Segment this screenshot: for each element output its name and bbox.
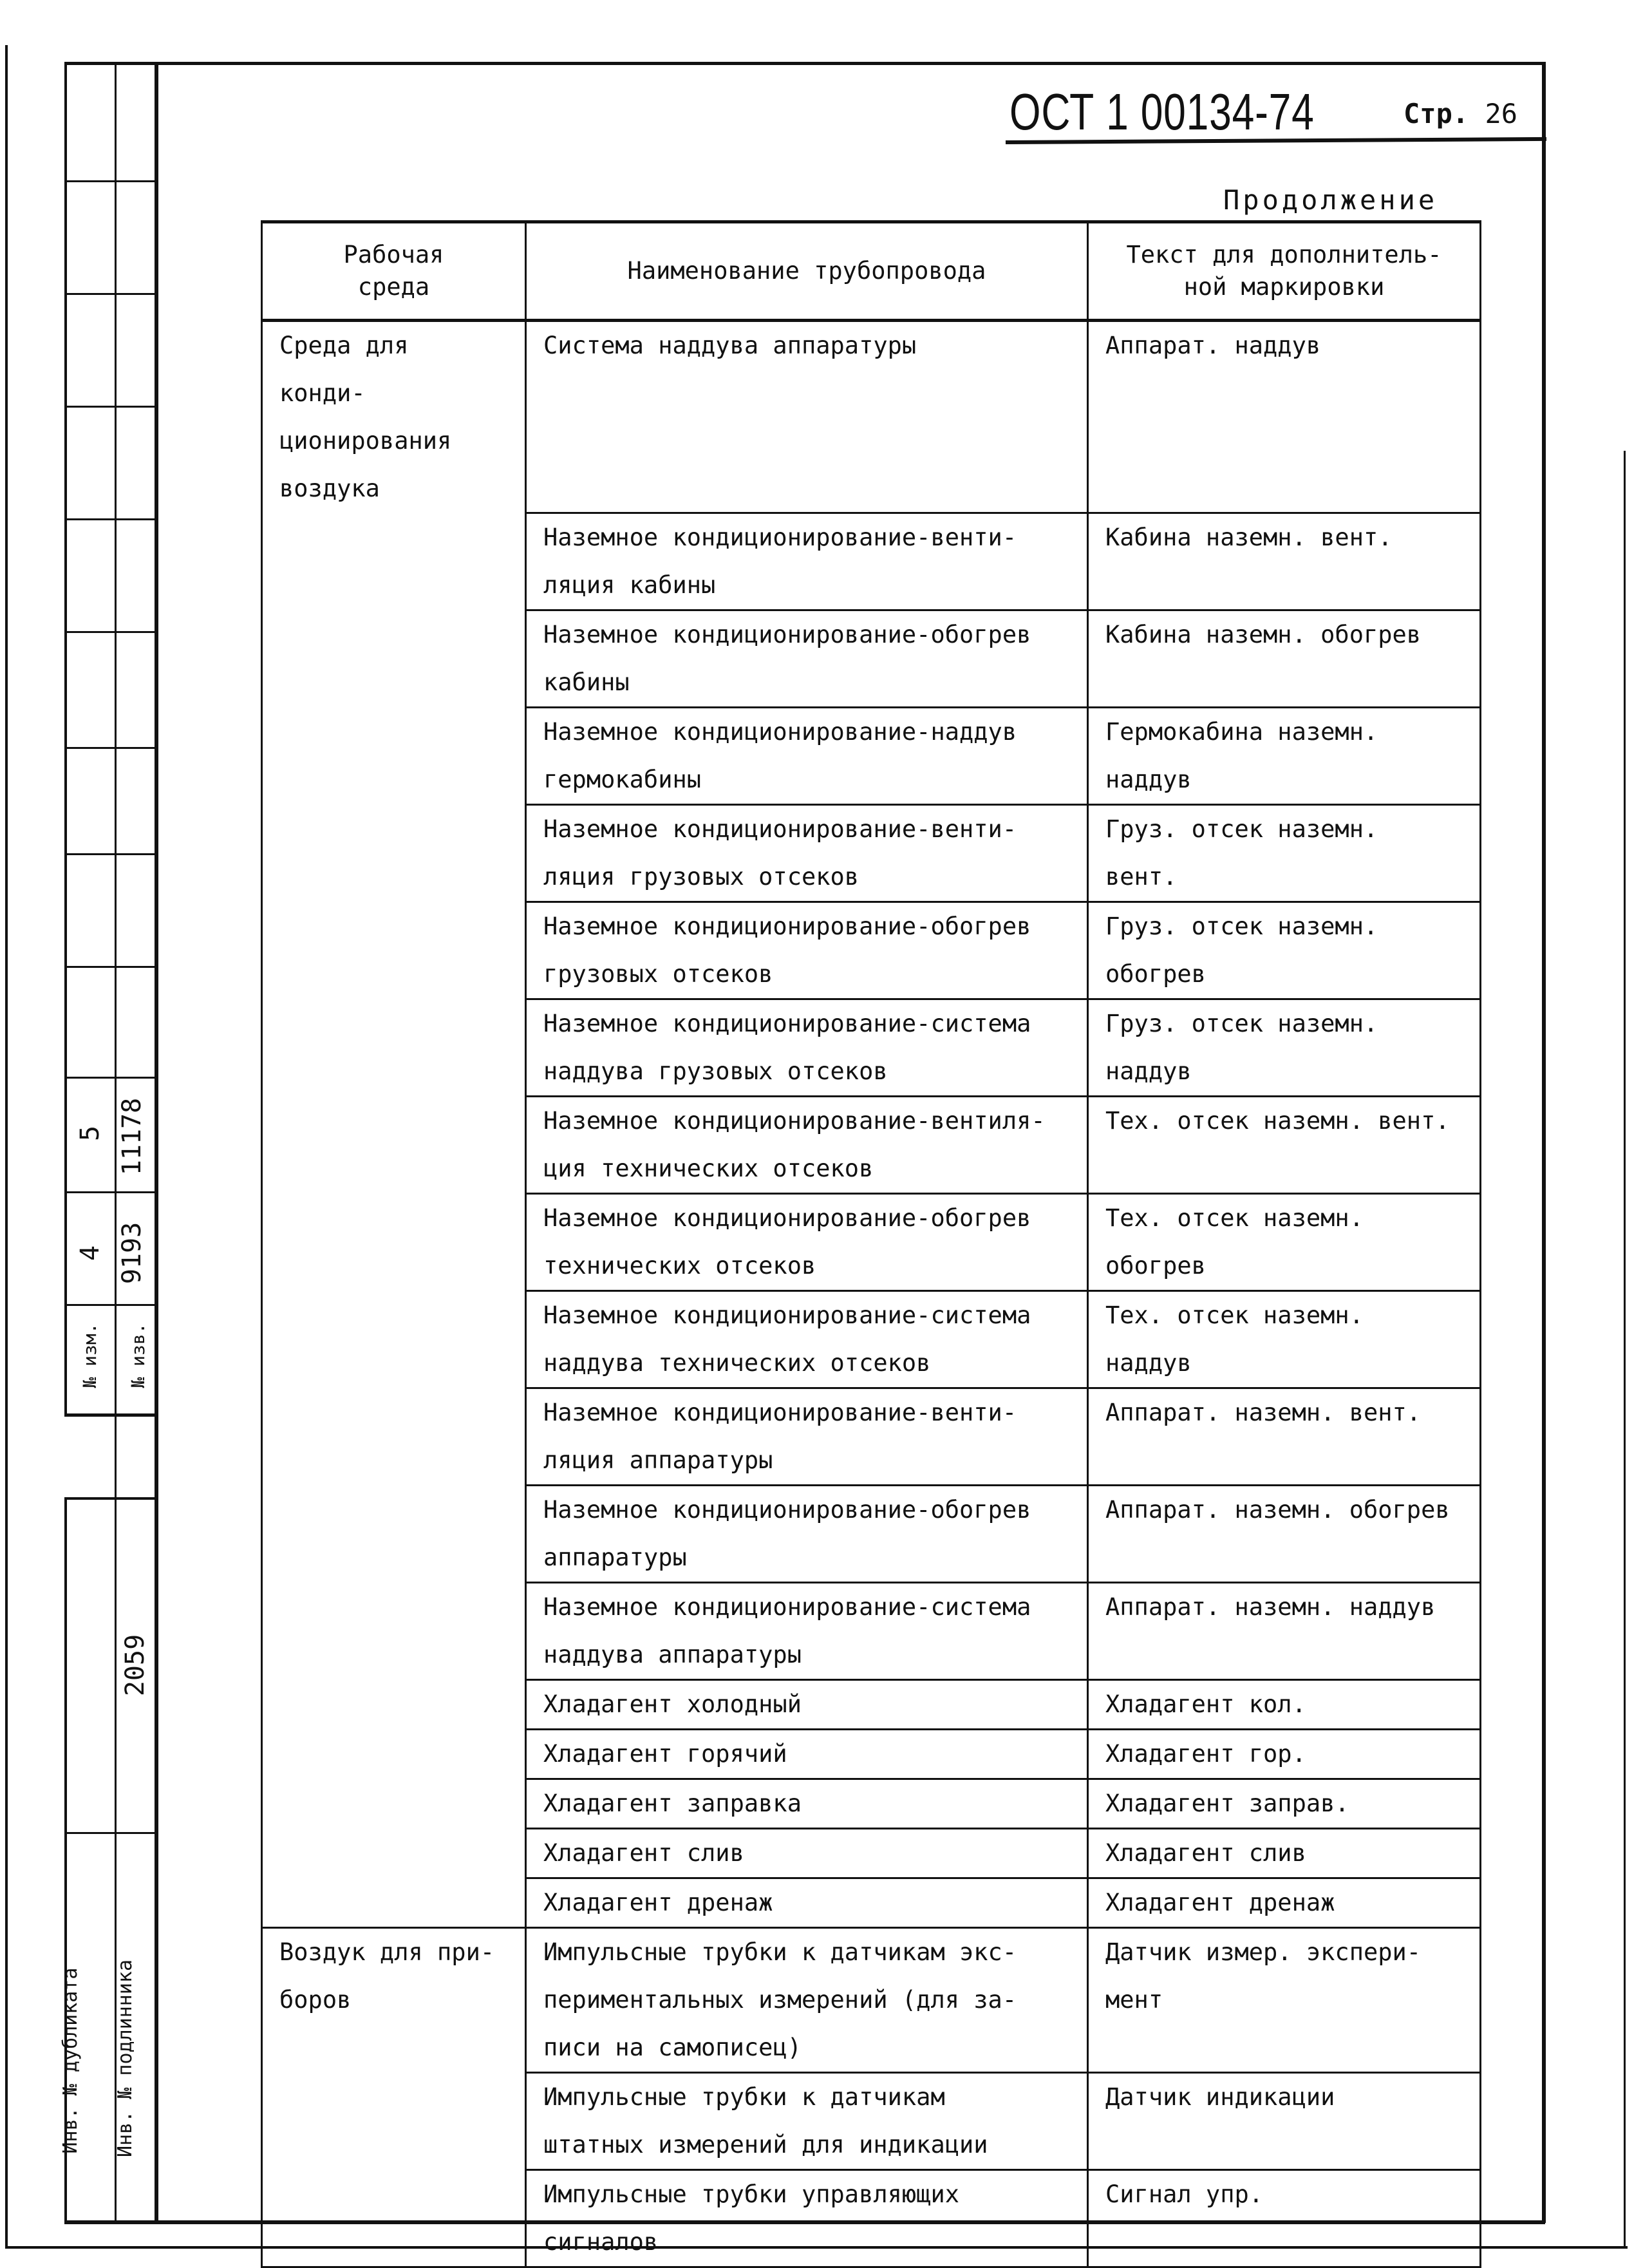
table-row [262,1779,1481,1828]
pipeline-name-line: Наземное кондиционирование-венти- [543,1398,1017,1426]
marking-text-cell [1088,1096,1481,1193]
pipeline-name-line: грузовых отсеков [543,959,773,988]
marking-text-cell [1088,2169,1481,2267]
pipeline-name-cell [526,1779,1088,1828]
marking-text-cell [1088,610,1481,707]
pipeline-name-cell [526,902,1088,999]
pipeline-name-cell [526,1878,1088,1927]
stamp-h2 [64,293,156,295]
izv-label: № изв. [127,1323,149,1388]
pipeline-name-cell [526,2169,1088,2267]
medium-cell-continuation [262,1679,526,1729]
frame-left-edge [5,45,8,2247]
marking-text-cell [1088,1828,1481,1878]
pipeline-name-cell [526,1927,1088,2072]
pipeline-name-line: штатных измерений для индикации [543,2130,988,2159]
marking-text-cell [1088,1878,1481,1927]
pipeline-name-line: ляция грузовых отсеков [543,862,859,891]
table-row [262,804,1481,902]
header-pipeline-name: Наименование трубопровода [526,222,1088,321]
table-row [262,1193,1481,1290]
pipeline-name-cell [526,1828,1088,1878]
table-row [262,1927,1481,2072]
pipeline-name-line: Хладагент холодный [543,1690,802,1718]
marking-text-line: Хладагент слив [1105,1838,1306,1867]
pipeline-name-cell [526,1290,1088,1388]
table-row [262,2169,1481,2267]
pipeline-name-line: Импульсные трубки к датчикам экс- [543,1938,1017,1966]
marking-text-line: наддув [1105,1348,1192,1377]
pipeline-name-line: Наземное кондиционирование-венти- [543,523,1017,551]
medium-cell-continuation [262,804,526,902]
marking-text-cell [1088,1290,1481,1388]
inner-frame-right [1542,62,1546,2223]
medium-cell [262,1927,526,2072]
marking-text-line: Аппарат. наземн. наддув [1105,1592,1436,1621]
medium-line: Среда для конди- [279,332,409,407]
stamp-h8 [64,966,156,968]
marking-text-cell [1088,1729,1481,1779]
pipeline-name-line: Наземное кондиционирование-наддув [543,717,1017,746]
medium-cell-continuation [262,513,526,610]
marking-text-cell [1088,1582,1481,1679]
pipeline-name-line: сигналов [543,2227,659,2256]
marking-text-cell [1088,902,1481,999]
medium-cell-continuation [262,999,526,1096]
marking-text-line: Аппарат. наземн. вент. [1105,1398,1422,1426]
marking-text-cell [1088,513,1481,610]
marking-text-line: Тех. отсек наземн. вент. [1105,1106,1450,1135]
marking-text-line: Кабина наземн. вент. [1105,523,1393,551]
marking-text-line: Тех. отсек наземн. [1105,1301,1364,1329]
pipeline-name-line: технических отсеков [543,1251,816,1280]
marking-text-line: обогрев [1105,959,1206,988]
marking-text-line: Кабина наземн. обогрев [1105,620,1422,648]
pipeline-name-cell [526,2072,1088,2169]
pipeline-name-cell [526,1582,1088,1679]
pipeline-name-cell [526,804,1088,902]
stamp-h1 [64,180,156,182]
pipeline-name-line: Наземное кондиционирование-система [543,1592,1031,1621]
stamp-outer-left [64,62,67,1414]
pipeline-name-line: ляция кабины [543,571,716,599]
pipeline-name-cell [526,1193,1088,1290]
pipeline-name-cell [526,513,1088,610]
pipeline-name-cell [526,707,1088,804]
pipeline-name-line: Наземное кондиционирование-обогрев [543,1495,1031,1524]
izm-value-4: 4 [75,1245,105,1262]
marking-text-cell [1088,1927,1481,2072]
pipeline-name-line: наддува технических отсеков [543,1348,931,1377]
stamp-h13 [64,1497,156,1500]
marking-text-line: Аппарат. наддув [1105,332,1321,359]
pipeline-name-line: Импульсные трубки управляющих [543,2180,960,2208]
inv-duplicate-label: Инв. № дубликата [59,1967,82,2154]
stamp-h14 [64,1832,156,1834]
pipeline-name-line: Наземное кондиционирование-обогрев [543,1204,1031,1232]
medium-cell-continuation [262,707,526,804]
pipeline-name-line: Наземное кондиционирование-обогрев [543,620,1031,648]
table-row [262,1485,1481,1582]
medium-cell-continuation [262,1096,526,1193]
medium-cell-continuation [262,1878,526,1927]
marking-text-cell [1088,1388,1481,1485]
marking-text-cell [1088,2072,1481,2169]
table-row [262,1828,1481,1878]
izm-value-5: 5 [75,1125,105,1142]
izv-value-9193: 9193 [117,1222,147,1285]
marking-text-line: Хладагент заправ. [1105,1789,1349,1817]
table-row [262,999,1481,1096]
marking-text-line: мент [1105,1985,1163,2014]
medium-cell-continuation [262,1290,526,1388]
stamp-h7 [64,853,156,855]
pipeline-name-cell [526,1729,1088,1779]
medium-cell-continuation [262,1729,526,1779]
page-label: Стр. [1404,98,1469,129]
pipeline-name-line: Хладагент дренаж [543,1888,773,1916]
medium-cell-continuation [262,902,526,999]
marking-text-line: вент. [1105,862,1178,891]
pipeline-name-line: периментальных измерений (для за- [543,1985,1017,2014]
marking-text-cell [1088,1485,1481,1582]
marking-text-cell [1088,321,1481,513]
pipeline-name-line: писи на самописец) [543,2033,802,2061]
medium-line: боров [279,1985,352,2014]
pipeline-name-cell [526,1096,1088,1193]
medium-cell-continuation [262,2169,526,2267]
pipeline-name-line: ляция аппаратуры [543,1446,773,1474]
inner-frame-left [155,62,158,2223]
pipeline-name-cell [526,1485,1088,1582]
pipeline-name-line: Наземное кондиционирование-венти- [543,815,1017,843]
pipeline-name-cell [526,610,1088,707]
inner-frame-top [64,62,1545,65]
pipeline-name-cell [526,1388,1088,1485]
marking-text-line: Датчик индикации [1105,2083,1335,2111]
pipeline-name-cell [526,1679,1088,1729]
stamp-h11 [64,1304,156,1306]
marking-text-line: Тех. отсек наземн. [1105,1204,1364,1232]
marking-text-line: Хладагент дренаж [1105,1888,1335,1916]
pipeline-name-line: Хладагент слив [543,1838,744,1867]
inv-original-label: Инв. № подлинника [114,1959,136,2157]
medium-cell-continuation [262,1193,526,1290]
frame-right-edge [1624,451,1626,2247]
pipeline-name-line: кабины [543,668,630,696]
table-row [262,610,1481,707]
marking-text-cell [1088,804,1481,902]
pipeline-name-cell [526,999,1088,1096]
table-row [262,1582,1481,1679]
pipeline-name-line: Наземное кондиционирование-система [543,1301,1031,1329]
izm-label: № изм. [79,1323,100,1388]
stamp-h4 [64,518,156,520]
stamp-h12 [64,1413,156,1417]
marking-text-cell [1088,1193,1481,1290]
marking-text-line: Хладагент гор. [1105,1739,1306,1768]
pipeline-name-line: ция технических отсеков [543,1154,874,1182]
header-marking-text: Текст для дополнитель- ной маркировки [1088,222,1481,321]
marking-text-cell [1088,1779,1481,1828]
marking-text-line: Аппарат. наземн. обогрев [1105,1495,1450,1524]
pipeline-name-line: наддува грузовых отсеков [543,1057,888,1085]
table-row [262,321,1481,513]
medium-line: воздука [279,475,380,502]
marking-text-line: Груз. отсек наземн. [1105,912,1378,940]
marking-text-cell [1088,707,1481,804]
stamp-h5 [64,631,156,633]
table-row [262,1096,1481,1193]
table-row [262,2072,1481,2169]
marking-text-cell [1088,999,1481,1096]
marking-text-line: обогрев [1105,1251,1206,1280]
marking-text-cell [1088,1679,1481,1729]
marking-text-line: Сигнал упр. [1105,2180,1264,2208]
standard-designation: ОСТ 1 00134-74 [1009,83,1315,140]
inv-number: 2059 [120,1634,150,1697]
izv-value-11178: 11178 [117,1097,147,1176]
header-medium: Рабочая среда [262,222,526,321]
medium-cell-continuation [262,1582,526,1679]
table-row [262,1729,1481,1779]
medium-cell-continuation [262,1485,526,1582]
medium-cell-continuation [262,1828,526,1878]
stamp-h9 [64,1077,156,1079]
medium-cell-continuation [262,1388,526,1485]
pipeline-name-line: наддува аппаратуры [543,1640,802,1668]
pipeline-name-line: Система наддува аппаратуры [543,332,917,359]
table-row [262,513,1481,610]
pipeline-name-cell [526,321,1088,513]
pipeline-name-line: гермокабины [543,765,702,793]
table-row [262,1878,1481,1927]
medium-cell-continuation [262,2072,526,2169]
pipeline-name-line: Хладагент заправка [543,1789,802,1817]
marking-text-line: Груз. отсек наземн. [1105,1009,1378,1037]
table-row [262,1388,1481,1485]
stamp-h6 [64,747,156,749]
table-row [262,707,1481,804]
medium-cell-continuation [262,1779,526,1828]
pipeline-name-line: аппаратуры [543,1543,687,1571]
pipeline-name-line: Наземное кондиционирование-вентиля- [543,1106,1046,1135]
medium-line: Воздук для при- [279,1938,495,1966]
table-row [262,1290,1481,1388]
stamp-h3 [64,406,156,408]
stamp-h10 [64,1191,156,1193]
medium-cell [262,321,526,513]
pipeline-name-line: Наземное кондиционирование-система [543,1009,1031,1037]
marking-text-line: наддув [1105,1057,1192,1085]
table-row [262,902,1481,999]
marking-text-line: Датчик измер. экспери- [1105,1938,1422,1966]
page-number: 26 [1485,98,1518,129]
pipeline-name-line: Импульсные трубки к датчикам [543,2083,945,2111]
marking-text-line: наддув [1105,765,1192,793]
medium-cell-continuation [262,610,526,707]
medium-line: ционирования [279,427,452,455]
table-header-row [262,222,1481,321]
continuation-label: Продолжение [1223,184,1438,216]
marking-text-line: Гермокабина наземн. [1105,717,1378,746]
pipeline-name-line: Наземное кондиционирование-обогрев [543,912,1031,940]
table-row [262,1679,1481,1729]
page-indicator [1404,98,1517,129]
marking-text-line: Груз. отсек наземн. [1105,815,1378,843]
table-body [262,321,1481,2267]
pipeline-name-line: Хладагент горячий [543,1739,787,1768]
marking-text-line: Хладагент кол. [1105,1690,1306,1718]
pipeline-marking-table [261,220,1481,2268]
